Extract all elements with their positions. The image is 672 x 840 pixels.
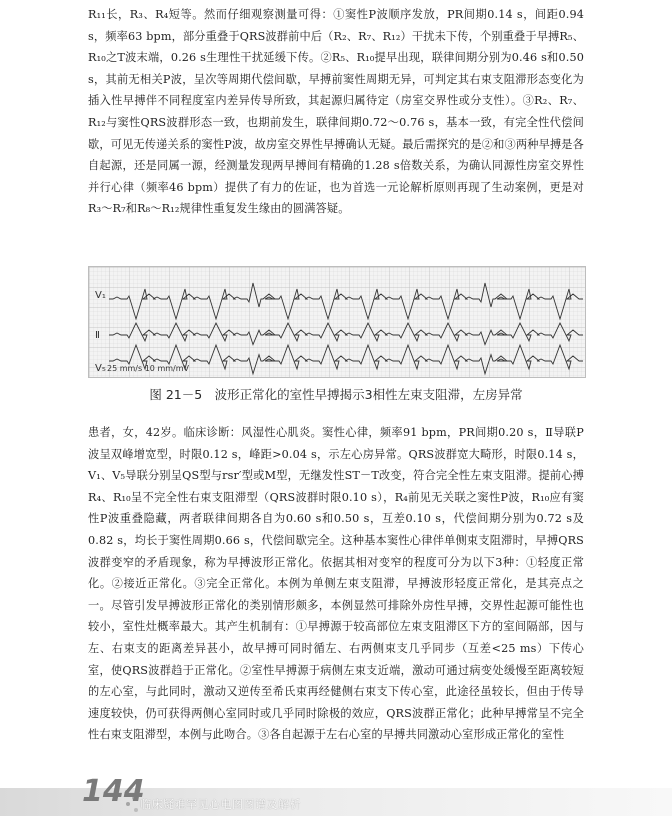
ecg-calibration: 25 mm/s 10 mm/mV — [107, 364, 189, 373]
figure-caption: 图 21－5 波形正常化的室性早搏揭示3相性左束支阻滞，左房异常 — [149, 387, 523, 402]
lead-label-v5: V₅ — [95, 363, 106, 374]
ecg-tracing — [89, 267, 585, 377]
page-number: 144 — [82, 774, 145, 809]
paragraph-top: R₁₁长，R₃、R₄短等。然而仔细观察测量可得：①窦性P波顺序发放，PR间期0.14 s，间距0.94 s，频率63 bpm，部分重叠于QRS波群前中后（R₂、R₇、R₁₂）干扰未下传，个别重叠于早搏R₅、R₁₀之T波末端，0.26 s生理性干扰延缓下传。②R₅、R₁₀提早出现，联律间期分别为0.46 s和0.50 s，其前无相关P波，呈次等周期代偿间歇，早搏前窦性周期无异，可判定其右束支阻滞形态变化为插入性早搏伴不同程度室内差异传导所致，其起源归属待定（房室交界性或分支性）。③R₂、R₇、R₁₂与窦性QRS波群形态一致，也期前发生，联律间期0.72～0.76 s，基本一致，有完全性代偿间歇，可见无传递关系的窦性P波，故房室交界性早搏确认无疑。最后需探究的是②和③两种早搏是各自起源，还是同属一源，经测量发现两早搏间有精确的1.28 s倍数关系，为确认同源性房室交界性并行心律（频率46 bpm）提供了有力的佐证，也为首选一元论解析原则再现了生动案例，更是对R₃～R₇和R₈～R₁₂规律性重复发生缘由的圆满答疑。 — [88, 8, 584, 216]
book-title: 临床疑难罕见心电图图谱及解析 — [140, 798, 301, 811]
paragraph-case: 患者，女，42岁。临床诊断：风湿性心肌炎。窦性心律，频率91 bpm，PR间期0.20 s，Ⅱ导联P波呈双峰增宽型，时限0.12 s，峰距>0.04 s，示左心房异常。QRS波群宽大畸形，时限0.14 s，V₁、V₅导联分别呈QS型与rsr′型或M型，无继发性ST－T改变，符合完全性左束支阻滞。提前心搏R₄、R₁₀呈不完全性右束支阻滞型（QRS波群时限0.10 s），R₄前见无关联之窦性P波，R₁₀应有窦性P波重叠隐藏，两者联律间期各自为0.60 s和0.50 s，互差0.10 s，代偿间期分别为0.72 s及0.82 s，均长于窦性周期0.66 s，代偿间歇完全。这种基本窦性心律伴单侧束支阻滞时，早搏QRS波群变窄的矛盾现象，称为早搏波形正常化。依据其相对变窄的程度可分为以下3种：①轻度正常化。②接近正常化。③完全正常化。本例为单侧左束支阻滞，早搏波形轻度正常化，是其亮点之一。尽管引发早搏波形正常化的类别情形颇多，本例显然可排除外房性早搏，交界性起源可能性也较小，室性灶概率最大。其产生机制有：①早搏源于较高部位左束支阻滞区下方的室间隔部，因与左、右束支的距离差异甚小，故早搏可同时循左、右两侧束支几乎同步（互差<25 ms）下传心室，使QRS波群趋于正常化。②室性早搏源于病侧左束支近端，激动可通过病变处缓慢至距离较短的左心室，与此同时，激动又逆传至希氏束再经健侧右束支下传心室，此途径虽较长，但由于传导速度较快，仍可获得两侧心室同时或几乎同时除极的效应，QRS波群正常化；此种早搏常呈不完全性右束支阻滞型，本例与此吻合。③各自起源于左右心室的早搏共同激动心室形成正常化的室性 — [88, 426, 584, 742]
lead-label-ii: Ⅱ — [95, 330, 100, 341]
ecg-grid — [89, 267, 585, 377]
page-footer — [0, 774, 672, 824]
lead-label-v1: V₁ — [95, 290, 106, 301]
ecg-figure — [88, 266, 586, 378]
